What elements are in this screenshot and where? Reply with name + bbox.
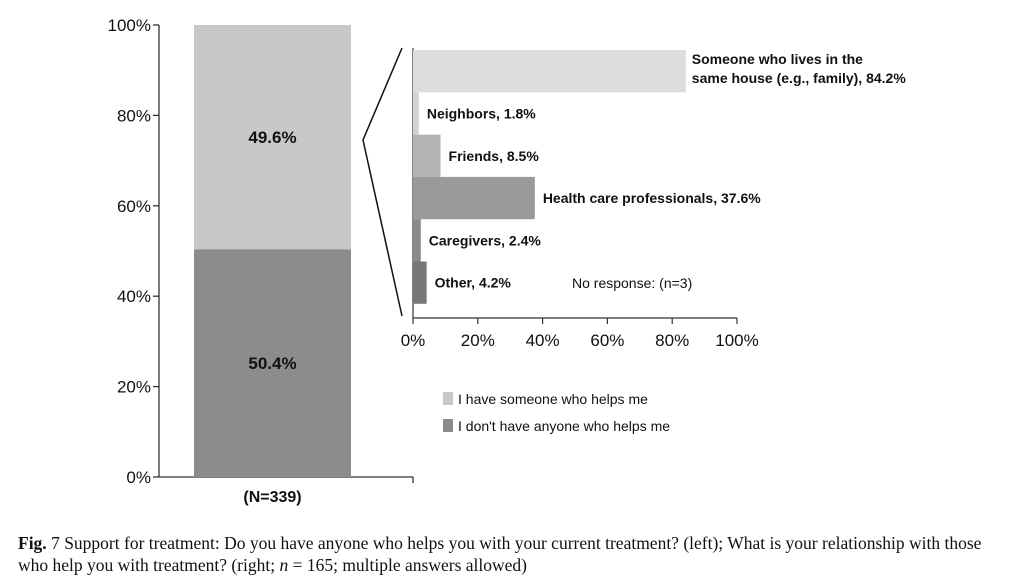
y-tick-label: 40% bbox=[116, 287, 151, 307]
horizontal-bar bbox=[413, 177, 535, 219]
x-tick-label: 100% bbox=[715, 331, 759, 350]
x-tick-label: 60% bbox=[590, 331, 625, 350]
legend-label: I have someone who helps me bbox=[458, 391, 648, 407]
x-tick-label: 0% bbox=[400, 331, 426, 350]
caption-fig-label: Fig. bbox=[18, 533, 47, 553]
figure-caption bbox=[18, 532, 1013, 576]
connector-bracket bbox=[363, 48, 402, 316]
caption-text-part1: Support for treatment: Do you have anyone who helps you with your current treatment? (left); What is your relationship with those who help you with treatment? (right; bbox=[18, 533, 982, 575]
zoom-connector bbox=[363, 48, 402, 316]
bar-value-label: Other, 4.2% bbox=[434, 274, 511, 291]
horizontal-bar bbox=[413, 135, 441, 177]
segment-value-label: 49.6% bbox=[248, 128, 297, 148]
bar-value-label: same house (e.g., family), 84.2% bbox=[691, 70, 906, 86]
left-stacked-bar-chart bbox=[108, 16, 413, 506]
legend-swatch bbox=[443, 419, 453, 432]
horizontal-bar bbox=[413, 92, 419, 134]
horizontal-bar bbox=[413, 219, 421, 261]
y-tick-label: 0% bbox=[126, 468, 151, 487]
bar-value-label: Caregivers, 2.4% bbox=[428, 232, 541, 249]
caption-fig-number: 7 bbox=[51, 533, 60, 553]
caption-n-variable: n bbox=[279, 555, 289, 575]
bar-value-label: Someone who lives in the bbox=[691, 51, 863, 67]
horizontal-bar bbox=[413, 50, 686, 92]
x-tick-label: 80% bbox=[655, 331, 690, 350]
bar-value-label: Neighbors, 1.8% bbox=[426, 105, 536, 122]
x-category-label: (N=339) bbox=[243, 489, 302, 506]
bar-value-label: Health care professionals, 37.6% bbox=[542, 190, 761, 207]
caption-text-part2: = 165; multiple answers allowed) bbox=[288, 555, 527, 575]
legend-label: I don't have anyone who helps me bbox=[458, 418, 671, 434]
x-tick-label: 20% bbox=[460, 331, 495, 350]
y-tick-label: 80% bbox=[116, 106, 151, 126]
right-horizontal-bar-chart bbox=[401, 48, 907, 350]
no-response-note: No response: (n=3) bbox=[572, 275, 693, 291]
horizontal-bar bbox=[413, 262, 427, 304]
bar-value-label: Friends, 8.5% bbox=[448, 147, 539, 164]
segment-value-label: 50.4% bbox=[248, 354, 297, 374]
x-tick-label: 40% bbox=[525, 331, 560, 350]
y-tick-label: 100% bbox=[107, 16, 151, 35]
legend bbox=[443, 391, 670, 434]
y-tick-label: 60% bbox=[116, 196, 151, 216]
legend-swatch bbox=[443, 392, 453, 405]
y-tick-label: 20% bbox=[116, 377, 151, 397]
